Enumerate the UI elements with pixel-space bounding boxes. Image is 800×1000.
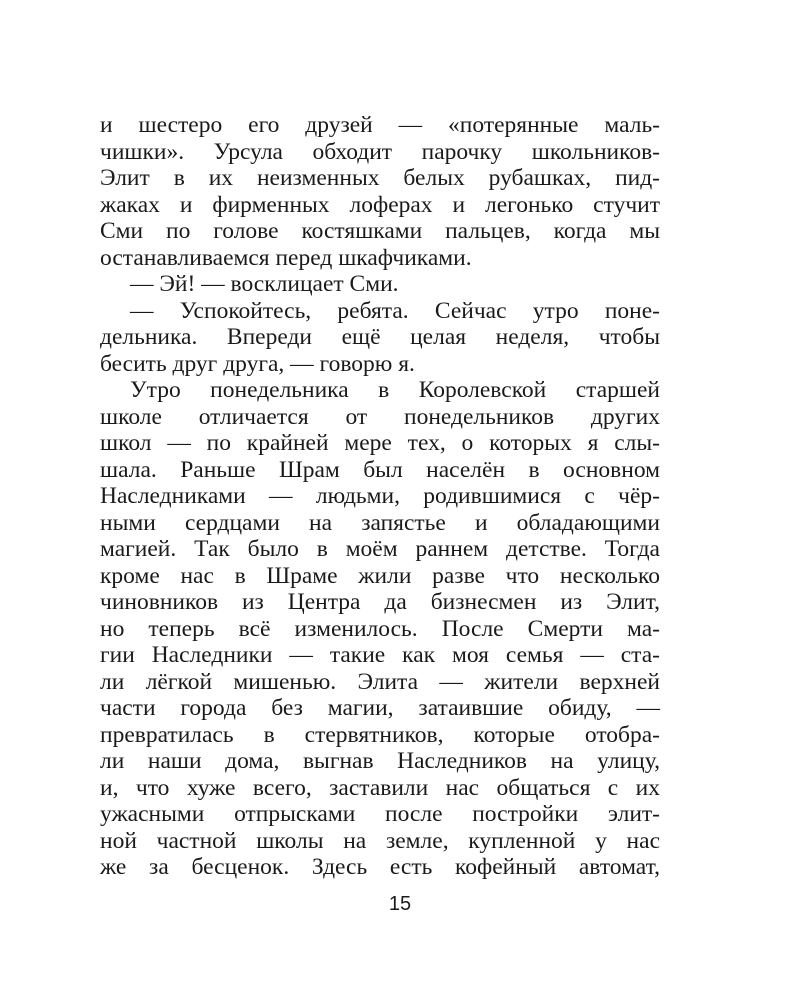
- text-line: же за бесценок. Здесь есть кофейный автомат,: [100, 854, 660, 880]
- text-line: Утро понедельника в Королевской старшей: [130, 377, 660, 403]
- text-line: шала. Раньше Шрам был населён в основном: [100, 456, 660, 483]
- text-line: превратилась в стервятников, которые отобра-: [100, 721, 660, 748]
- text-line: Наследниками — людьми, родившимися с чёр-: [100, 483, 660, 509]
- text-line: магией. Так было в моём раннем детстве. Тогда: [100, 536, 660, 562]
- text-line: школе отличается от понедельников других: [100, 403, 660, 430]
- text-line: чишки». Урсула обходит парочку школьников-: [100, 138, 660, 165]
- text-line: ли лёгкой мишенью. Элита — жители верхней: [100, 668, 660, 695]
- text-line: дельника. Впереди ещё целая неделя, чтобы: [100, 324, 660, 350]
- body-text: [100, 112, 660, 881]
- text-line: ными сердцами на запястье и обладающими: [100, 509, 660, 536]
- text-line: гии Наследники — такие как моя семья — ста-: [100, 642, 660, 668]
- text-line: останавливаемся перед шкафчиками.: [100, 244, 472, 271]
- text-line: но теперь всё изменилось. После Смерти ма-: [100, 615, 660, 642]
- text-line: ужасными отпрысками после постройки элит-: [100, 801, 660, 827]
- text-line: бесить друг друга, — говорю я.: [100, 350, 415, 377]
- text-line: — Эй! — восклицает Сми.: [130, 271, 399, 297]
- text-line: чиновников из Центра да бизнесмен из Элит,: [100, 589, 660, 615]
- text-line: Элит в их неизменных белых рубашках, пид-: [100, 165, 660, 191]
- text-line: школ — по крайней мере тех, о которых я слы-: [100, 430, 660, 456]
- text-line: и, что хуже всего, заставили нас общаться с их: [100, 774, 660, 801]
- text-line: части города без магии, затаившие обиду, —: [100, 695, 660, 721]
- text-line: Сми по голове костяшками пальцев, когда мы: [100, 218, 660, 244]
- page-number: 15: [388, 893, 412, 915]
- text-line: жаках и фирменных лоферах и легонько стучит: [100, 191, 660, 218]
- text-line: кроме нас в Шраме жили разве что несколько: [100, 562, 660, 589]
- text-line: ли наши дома, выгнав Наследников на улицу,: [100, 748, 660, 774]
- text-line: — Успокойтесь, ребята. Сейчас утро поне-: [130, 297, 660, 324]
- text-line: ной частной школы на земле, купленной у нас: [100, 827, 660, 854]
- text-line: и шестеро его друзей — «потерянные маль-: [100, 112, 660, 138]
